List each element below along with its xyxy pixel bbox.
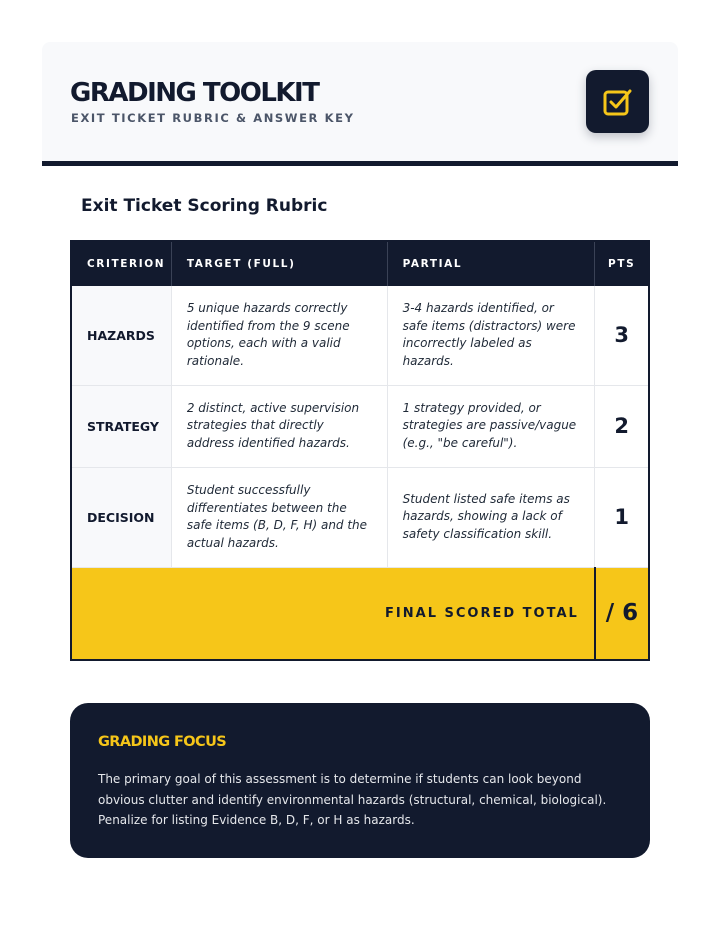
rubric-table [70,240,650,661]
criterion-cell: DECISION [71,467,171,567]
page-header [42,42,678,166]
total-row [71,567,649,660]
total-value: / 6 [595,567,649,660]
grading-focus-title: GRADING FOCUS [98,734,227,750]
points-cell: 3 [595,286,649,385]
section-title: Exit Ticket Scoring Rubric [81,196,328,216]
partial-cell: 1 strategy provided, or strategies are passive/vague (e.g., "be careful"). [387,385,595,467]
partial-cell: 3-4 hazards identified, or safe items (distractors) were incorrectly labeled as hazards. [387,286,595,385]
criterion-cell: STRATEGY [71,385,171,467]
table-row [71,467,649,567]
partial-cell: Student listed safe items as hazards, showing a lack of safety classification skill. [387,467,595,567]
rubric-header-row [71,241,649,286]
total-label: FINAL SCORED TOTAL [71,567,595,660]
points-cell: 1 [595,467,649,567]
column-header-partial: PARTIAL [387,241,595,286]
page-subtitle: EXIT TICKET RUBRIC & ANSWER KEY [71,111,355,125]
target-cell: Student successfully differentiates between the safe items (B, D, F, H) and the actual hazards. [171,467,387,567]
table-row [71,385,649,467]
page-title: GRADING TOOLKIT [70,78,319,108]
target-cell: 5 unique hazards correctly identified from the 9 scene options, each with a valid rationale. [171,286,387,385]
table-row [71,286,649,385]
grading-focus-body: The primary goal of this assessment is to determine if students can look beyond obvious clutter and identify environmental hazards (structural, chemical, biological). Penalize for listing Evidence B, D, F, or H as hazards. [98,772,607,827]
target-cell: 2 distinct, active supervision strategies that directly address identified hazards. [171,385,387,467]
grading-focus-panel [70,703,650,858]
points-cell: 2 [595,385,649,467]
column-header-pts: PTS [595,241,649,286]
column-header-target: TARGET (FULL) [171,241,387,286]
column-header-criterion: CRITERION [71,241,171,286]
checkbox-icon [586,70,649,133]
criterion-cell: HAZARDS [71,286,171,385]
